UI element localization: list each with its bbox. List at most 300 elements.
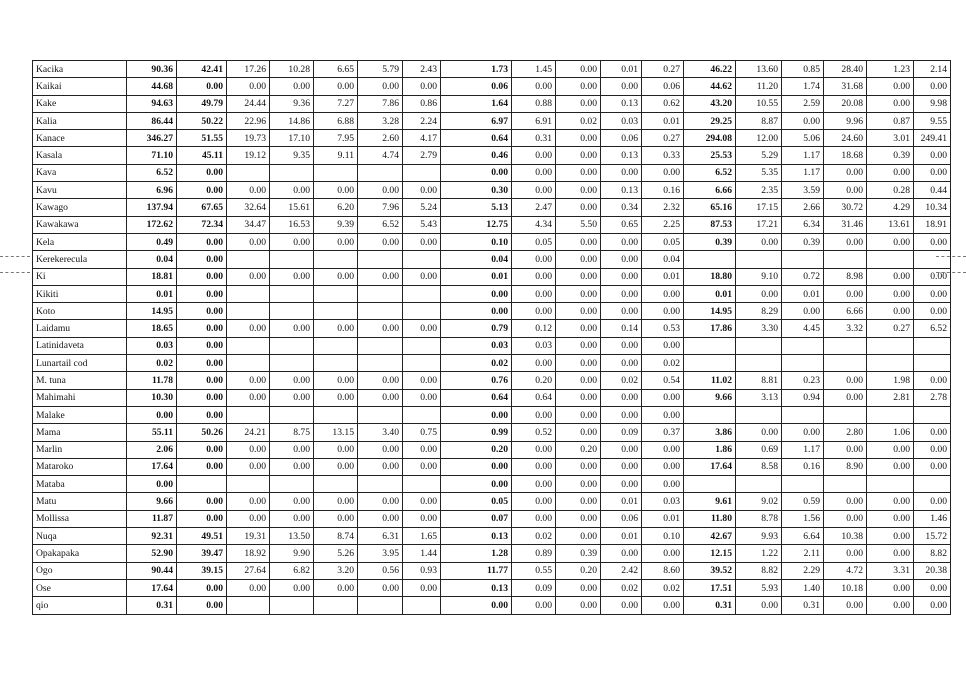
- value-cell: 7.86: [358, 95, 403, 112]
- value-cell: 0.00: [441, 458, 512, 475]
- value-cell: 2.66: [782, 199, 824, 216]
- value-cell: 0.00: [556, 424, 601, 441]
- value-cell: 0.85: [782, 61, 824, 78]
- value-cell: 0.00: [642, 337, 684, 354]
- value-cell: 0.13: [601, 95, 642, 112]
- value-cell: 0.00: [403, 579, 441, 596]
- value-cell: 39.15: [177, 562, 227, 579]
- value-cell: 0.00: [556, 458, 601, 475]
- value-cell: 0.04: [127, 251, 177, 268]
- value-cell: 0.01: [642, 510, 684, 527]
- species-name-cell: Ose: [33, 579, 127, 596]
- value-cell: 0.00: [227, 268, 270, 285]
- value-cell: 0.01: [127, 285, 177, 302]
- value-cell: 0.00: [270, 441, 314, 458]
- value-cell: 0.00: [601, 337, 642, 354]
- value-cell: 0.00: [314, 320, 358, 337]
- species-name-cell: Matu: [33, 493, 127, 510]
- value-cell: 0.00: [601, 303, 642, 320]
- value-cell: 0.00: [556, 61, 601, 78]
- value-cell: [824, 355, 867, 372]
- value-cell: [270, 597, 314, 614]
- value-cell: 0.04: [642, 251, 684, 268]
- value-cell: 0.44: [914, 182, 951, 199]
- value-cell: 0.06: [601, 130, 642, 147]
- value-cell: 0.00: [642, 476, 684, 493]
- value-cell: [782, 406, 824, 423]
- table-row: [33, 597, 951, 614]
- value-cell: 0.00: [601, 458, 642, 475]
- value-cell: 0.23: [782, 372, 824, 389]
- value-cell: 0.00: [824, 493, 867, 510]
- value-cell: 0.12: [512, 320, 556, 337]
- value-cell: 0.39: [782, 233, 824, 250]
- value-cell: 0.14: [601, 320, 642, 337]
- value-cell: 0.01: [601, 528, 642, 545]
- value-cell: 0.03: [642, 493, 684, 510]
- value-cell: 18.68: [824, 147, 867, 164]
- value-cell: 0.00: [177, 164, 227, 181]
- value-cell: 8.82: [914, 545, 951, 562]
- value-cell: 1.46: [914, 510, 951, 527]
- value-cell: 4.72: [824, 562, 867, 579]
- value-cell: 9.36: [270, 95, 314, 112]
- value-cell: 22.96: [227, 112, 270, 129]
- value-cell: 0.00: [512, 303, 556, 320]
- value-cell: 16.53: [270, 216, 314, 233]
- value-cell: 0.00: [227, 320, 270, 337]
- value-cell: 9.39: [314, 216, 358, 233]
- value-cell: 0.00: [270, 372, 314, 389]
- table-row: [33, 458, 951, 475]
- value-cell: 0.00: [556, 233, 601, 250]
- value-cell: 0.00: [314, 372, 358, 389]
- value-cell: 6.64: [782, 528, 824, 545]
- value-cell: 46.22: [684, 61, 736, 78]
- value-cell: 0.00: [867, 78, 914, 95]
- value-cell: 0.00: [824, 597, 867, 614]
- value-cell: 0.00: [914, 597, 951, 614]
- value-cell: 0.37: [642, 424, 684, 441]
- value-cell: 50.22: [177, 112, 227, 129]
- table-row: [33, 545, 951, 562]
- value-cell: 0.00: [824, 441, 867, 458]
- value-cell: 13.61: [867, 216, 914, 233]
- value-cell: [824, 476, 867, 493]
- value-cell: 0.00: [867, 233, 914, 250]
- value-cell: 0.00: [314, 389, 358, 406]
- species-name-cell: Kerekerecula: [33, 251, 127, 268]
- value-cell: 24.44: [227, 95, 270, 112]
- value-cell: 11.20: [736, 78, 782, 95]
- value-cell: 0.76: [441, 372, 512, 389]
- value-cell: [314, 251, 358, 268]
- value-cell: 2.43: [403, 61, 441, 78]
- species-name-cell: Kikiti: [33, 285, 127, 302]
- value-cell: 0.00: [177, 389, 227, 406]
- species-name-cell: Kela: [33, 233, 127, 250]
- value-cell: 2.11: [782, 545, 824, 562]
- value-cell: 0.27: [642, 61, 684, 78]
- value-cell: [403, 251, 441, 268]
- value-cell: 0.54: [642, 372, 684, 389]
- value-cell: [358, 406, 403, 423]
- value-cell: 0.00: [556, 285, 601, 302]
- value-cell: 0.00: [227, 493, 270, 510]
- value-cell: 0.00: [914, 268, 951, 285]
- value-cell: 6.52: [358, 216, 403, 233]
- value-cell: 6.97: [441, 112, 512, 129]
- value-cell: [782, 251, 824, 268]
- value-cell: [314, 355, 358, 372]
- value-cell: 1.56: [782, 510, 824, 527]
- value-cell: 0.00: [601, 545, 642, 562]
- value-cell: 9.55: [914, 112, 951, 129]
- value-cell: 0.01: [782, 285, 824, 302]
- value-cell: 17.10: [270, 130, 314, 147]
- value-cell: 15.61: [270, 199, 314, 216]
- value-cell: 0.64: [441, 130, 512, 147]
- table-row: [33, 476, 951, 493]
- value-cell: [867, 406, 914, 423]
- value-cell: 0.00: [601, 406, 642, 423]
- value-cell: 0.00: [914, 233, 951, 250]
- value-cell: 14.86: [270, 112, 314, 129]
- value-cell: 3.86: [684, 424, 736, 441]
- value-cell: 0.00: [358, 458, 403, 475]
- value-cell: [358, 355, 403, 372]
- value-cell: 3.20: [314, 562, 358, 579]
- value-cell: 0.00: [358, 579, 403, 596]
- value-cell: 1.74: [782, 78, 824, 95]
- table-row: [33, 147, 951, 164]
- value-cell: 19.12: [227, 147, 270, 164]
- value-cell: 0.62: [642, 95, 684, 112]
- value-cell: [914, 406, 951, 423]
- value-cell: [270, 164, 314, 181]
- value-cell: 0.31: [684, 597, 736, 614]
- value-cell: 1.65: [403, 528, 441, 545]
- value-cell: 11.77: [441, 562, 512, 579]
- value-cell: 0.00: [403, 458, 441, 475]
- value-cell: 44.68: [127, 78, 177, 95]
- value-cell: 2.79: [403, 147, 441, 164]
- value-cell: 5.79: [358, 61, 403, 78]
- value-cell: 0.33: [642, 147, 684, 164]
- value-cell: 8.90: [824, 458, 867, 475]
- value-cell: 0.00: [403, 233, 441, 250]
- value-cell: [314, 597, 358, 614]
- value-cell: 34.47: [227, 216, 270, 233]
- value-cell: 0.16: [782, 458, 824, 475]
- value-cell: 0.00: [556, 510, 601, 527]
- value-cell: [867, 476, 914, 493]
- table-row: [33, 303, 951, 320]
- value-cell: 0.13: [441, 528, 512, 545]
- value-cell: 0.00: [403, 182, 441, 199]
- value-cell: 1.64: [441, 95, 512, 112]
- value-cell: [177, 476, 227, 493]
- value-cell: 0.10: [441, 233, 512, 250]
- value-cell: 0.00: [556, 493, 601, 510]
- value-cell: 0.00: [270, 493, 314, 510]
- species-name-cell: Kasala: [33, 147, 127, 164]
- value-cell: 0.52: [512, 424, 556, 441]
- value-cell: 0.00: [867, 285, 914, 302]
- value-cell: [314, 285, 358, 302]
- value-cell: 5.13: [441, 199, 512, 216]
- value-cell: 0.06: [642, 78, 684, 95]
- value-cell: 0.00: [914, 78, 951, 95]
- value-cell: 0.00: [601, 285, 642, 302]
- value-cell: 1.23: [867, 61, 914, 78]
- value-cell: 49.51: [177, 528, 227, 545]
- value-cell: 0.00: [127, 406, 177, 423]
- value-cell: 0.00: [736, 285, 782, 302]
- value-cell: 0.31: [127, 597, 177, 614]
- table-row: [33, 251, 951, 268]
- value-cell: 0.88: [512, 95, 556, 112]
- value-cell: 9.61: [684, 493, 736, 510]
- value-cell: 0.00: [512, 251, 556, 268]
- value-cell: 0.00: [512, 493, 556, 510]
- value-cell: 8.29: [736, 303, 782, 320]
- value-cell: 0.00: [601, 268, 642, 285]
- value-cell: 0.00: [314, 441, 358, 458]
- value-cell: [684, 337, 736, 354]
- value-cell: 0.00: [177, 372, 227, 389]
- value-cell: 4.34: [512, 216, 556, 233]
- value-cell: 0.00: [601, 233, 642, 250]
- value-cell: 0.56: [358, 562, 403, 579]
- value-cell: 32.64: [227, 199, 270, 216]
- value-cell: 0.00: [867, 164, 914, 181]
- value-cell: 0.03: [601, 112, 642, 129]
- value-cell: 0.00: [556, 164, 601, 181]
- value-cell: 0.00: [270, 78, 314, 95]
- value-cell: 5.35: [736, 164, 782, 181]
- value-cell: 0.00: [601, 389, 642, 406]
- value-cell: 3.30: [736, 320, 782, 337]
- value-cell: 0.00: [642, 389, 684, 406]
- value-cell: 0.00: [824, 164, 867, 181]
- value-cell: 12.75: [441, 216, 512, 233]
- value-cell: 0.20: [441, 441, 512, 458]
- value-cell: 0.02: [512, 528, 556, 545]
- value-cell: 0.72: [782, 268, 824, 285]
- value-cell: 0.00: [601, 355, 642, 372]
- value-cell: 0.93: [403, 562, 441, 579]
- table-row: [33, 268, 951, 285]
- value-cell: 0.00: [556, 320, 601, 337]
- species-name-cell: Kake: [33, 95, 127, 112]
- value-cell: [684, 406, 736, 423]
- value-cell: 2.32: [642, 199, 684, 216]
- value-cell: 0.00: [177, 78, 227, 95]
- species-name-cell: Ki: [33, 268, 127, 285]
- value-cell: 43.20: [684, 95, 736, 112]
- value-cell: 0.28: [867, 182, 914, 199]
- value-cell: 0.00: [227, 458, 270, 475]
- value-cell: 0.00: [227, 372, 270, 389]
- value-cell: 6.82: [270, 562, 314, 579]
- value-cell: 45.11: [177, 147, 227, 164]
- value-cell: 24.60: [824, 130, 867, 147]
- value-cell: 51.55: [177, 130, 227, 147]
- value-cell: 346.27: [127, 130, 177, 147]
- value-cell: 42.67: [684, 528, 736, 545]
- value-cell: 10.28: [270, 61, 314, 78]
- value-cell: 8.74: [314, 528, 358, 545]
- value-cell: 0.00: [867, 95, 914, 112]
- value-cell: 1.17: [782, 147, 824, 164]
- value-cell: [358, 476, 403, 493]
- species-name-cell: Mataba: [33, 476, 127, 493]
- value-cell: 18.92: [227, 545, 270, 562]
- value-cell: [782, 476, 824, 493]
- value-cell: [782, 337, 824, 354]
- value-cell: 0.00: [914, 285, 951, 302]
- value-cell: 0.00: [914, 579, 951, 596]
- value-cell: [314, 337, 358, 354]
- value-cell: 0.13: [601, 147, 642, 164]
- value-cell: 3.13: [736, 389, 782, 406]
- species-name-cell: Malake: [33, 406, 127, 423]
- species-name-cell: Mollissa: [33, 510, 127, 527]
- value-cell: 0.00: [227, 389, 270, 406]
- value-cell: 0.00: [867, 528, 914, 545]
- value-cell: 2.47: [512, 199, 556, 216]
- value-cell: 10.55: [736, 95, 782, 112]
- value-cell: 0.00: [914, 424, 951, 441]
- value-cell: 17.86: [684, 320, 736, 337]
- value-cell: 3.28: [358, 112, 403, 129]
- value-cell: [314, 476, 358, 493]
- value-cell: 0.00: [642, 285, 684, 302]
- value-cell: 0.00: [867, 579, 914, 596]
- value-cell: 72.34: [177, 216, 227, 233]
- value-cell: 0.04: [441, 251, 512, 268]
- value-cell: 0.00: [914, 493, 951, 510]
- value-cell: [403, 597, 441, 614]
- value-cell: 9.90: [270, 545, 314, 562]
- value-cell: 17.51: [684, 579, 736, 596]
- species-name-cell: qio: [33, 597, 127, 614]
- value-cell: 0.00: [270, 510, 314, 527]
- value-cell: 6.52: [914, 320, 951, 337]
- value-cell: 13.15: [314, 424, 358, 441]
- species-name-cell: Nuqa: [33, 528, 127, 545]
- value-cell: 0.07: [441, 510, 512, 527]
- value-cell: 2.59: [782, 95, 824, 112]
- value-cell: 94.63: [127, 95, 177, 112]
- value-cell: 87.53: [684, 216, 736, 233]
- value-cell: 0.00: [358, 389, 403, 406]
- value-cell: 0.00: [227, 579, 270, 596]
- value-cell: 0.00: [358, 320, 403, 337]
- value-cell: 3.40: [358, 424, 403, 441]
- value-cell: 0.89: [512, 545, 556, 562]
- value-cell: 6.20: [314, 199, 358, 216]
- value-cell: 6.52: [684, 164, 736, 181]
- value-cell: 0.00: [556, 476, 601, 493]
- value-cell: 0.00: [782, 303, 824, 320]
- value-cell: 0.00: [512, 268, 556, 285]
- species-name-cell: Latinidaveta: [33, 337, 127, 354]
- table-row: [33, 78, 951, 95]
- value-cell: [914, 355, 951, 372]
- value-cell: 0.00: [556, 406, 601, 423]
- value-cell: 0.00: [177, 303, 227, 320]
- value-cell: 6.34: [782, 216, 824, 233]
- value-cell: 0.00: [358, 493, 403, 510]
- value-cell: 4.29: [867, 199, 914, 216]
- value-cell: [227, 337, 270, 354]
- value-cell: [358, 337, 403, 354]
- value-cell: 0.00: [177, 285, 227, 302]
- value-cell: 65.16: [684, 199, 736, 216]
- value-cell: 0.99: [441, 424, 512, 441]
- value-cell: 17.26: [227, 61, 270, 78]
- value-cell: 0.20: [512, 372, 556, 389]
- value-cell: [867, 355, 914, 372]
- value-cell: 0.00: [177, 233, 227, 250]
- value-cell: 0.20: [556, 441, 601, 458]
- value-cell: 9.66: [127, 493, 177, 510]
- value-cell: 0.00: [512, 355, 556, 372]
- species-name-cell: Kaikai: [33, 78, 127, 95]
- value-cell: 137.94: [127, 199, 177, 216]
- value-cell: [782, 355, 824, 372]
- value-cell: 0.06: [441, 78, 512, 95]
- table-row: [33, 164, 951, 181]
- value-cell: 5.50: [556, 216, 601, 233]
- value-cell: 0.00: [270, 182, 314, 199]
- table-row: [33, 372, 951, 389]
- value-cell: 13.50: [270, 528, 314, 545]
- value-cell: 0.00: [556, 130, 601, 147]
- value-cell: [403, 406, 441, 423]
- table-row: [33, 216, 951, 233]
- value-cell: 0.49: [127, 233, 177, 250]
- value-cell: 0.00: [824, 510, 867, 527]
- value-cell: 0.00: [177, 458, 227, 475]
- value-cell: 30.72: [824, 199, 867, 216]
- value-cell: 9.02: [736, 493, 782, 510]
- value-cell: 0.00: [512, 164, 556, 181]
- value-cell: 0.00: [642, 441, 684, 458]
- value-cell: 0.00: [441, 406, 512, 423]
- value-cell: 2.80: [824, 424, 867, 441]
- species-name-cell: Marlin: [33, 441, 127, 458]
- scan-artifact-line: [936, 256, 966, 257]
- value-cell: 5.26: [314, 545, 358, 562]
- value-cell: 0.00: [556, 268, 601, 285]
- value-cell: 0.00: [177, 268, 227, 285]
- value-cell: 0.02: [556, 112, 601, 129]
- value-cell: 0.00: [556, 147, 601, 164]
- value-cell: 9.10: [736, 268, 782, 285]
- value-cell: 0.00: [314, 458, 358, 475]
- value-cell: 10.30: [127, 389, 177, 406]
- species-name-cell: Kawago: [33, 199, 127, 216]
- species-name-cell: Kawakawa: [33, 216, 127, 233]
- value-cell: 0.00: [914, 147, 951, 164]
- value-cell: [270, 355, 314, 372]
- value-cell: 0.00: [512, 285, 556, 302]
- value-cell: [736, 476, 782, 493]
- value-cell: 0.01: [601, 61, 642, 78]
